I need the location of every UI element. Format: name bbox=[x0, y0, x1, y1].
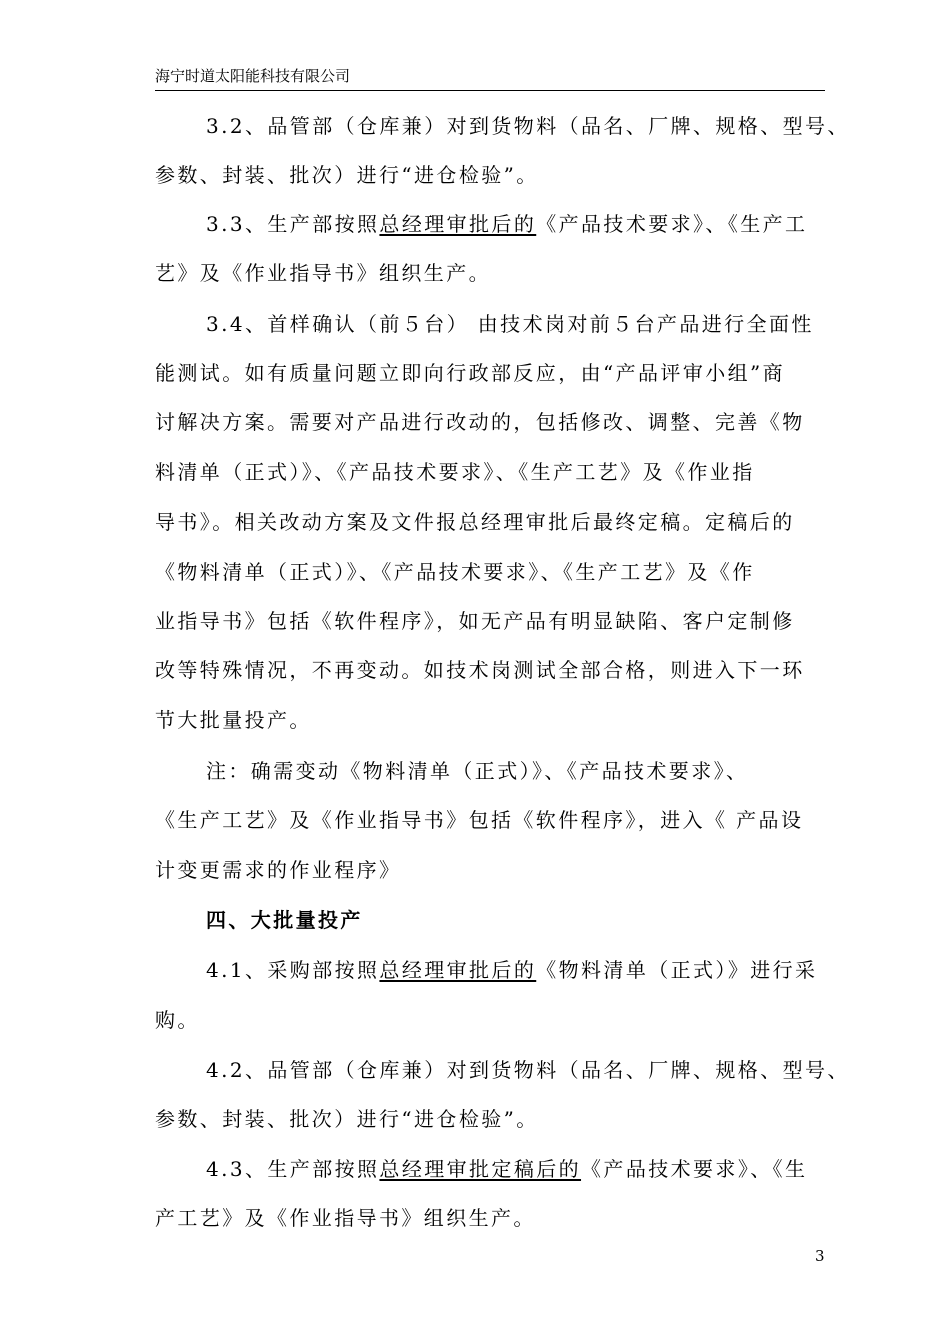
paragraph-line: 3.3、生产部按照总经理审批后的《产品技术要求》、《生产工 bbox=[206, 212, 808, 236]
paragraph-line: 产工艺》及《作业指导书》组织生产。 bbox=[155, 1206, 536, 1230]
paragraph-line: 4.2、品管部（仓库兼）对到货物料（品名、厂牌、规格、型号、 bbox=[206, 1058, 850, 1082]
underlined-text: 总经理审批后的 bbox=[379, 958, 537, 982]
note-line: 《生产工艺》及《作业指导书》包括《软件程序》，进入《 产品设 bbox=[155, 808, 804, 832]
company-name: 海宁时道太阳能科技有限公司 bbox=[155, 67, 351, 85]
paragraph-line: 《物料清单（正式）》、《产品技术要求》、《生产工艺》及《作 bbox=[155, 560, 755, 584]
page-number: 3 bbox=[815, 1247, 825, 1265]
paragraph-line: 3.2、品管部（仓库兼）对到货物料（品名、厂牌、规格、型号、 bbox=[206, 114, 850, 138]
paragraph-line: 参数、封装、批次）进行“进仓检验”。 bbox=[155, 1107, 539, 1131]
paragraph-line: 料清单（正式）》、《产品技术要求》、《生产工艺》及《作业指 bbox=[155, 460, 755, 484]
paragraph-line: 3.4、首样确认（前５台） 由技术岗对前５台产品进行全面性 bbox=[206, 312, 814, 336]
paragraph-line: 艺》及《作业指导书》组织生产。 bbox=[155, 261, 491, 285]
paragraph-line: 参数、封装、批次）进行“进仓检验”。 bbox=[155, 163, 539, 187]
paragraph-line: 节大批量投产。 bbox=[155, 708, 312, 732]
page-header bbox=[155, 66, 825, 91]
section-heading: 四、大批量投产 bbox=[206, 908, 363, 932]
paragraph-line: 讨解决方案。需要对产品进行改动的，包括修改、调整、完善《物 bbox=[155, 410, 805, 434]
paragraph-line: 4.1、采购部按照总经理审批后的《物料清单（正式）》进行采 bbox=[206, 958, 818, 982]
paragraph-line: 业指导书》包括《软件程序》，如无产品有明显缺陷、客户定制修 bbox=[155, 609, 795, 633]
note-line: 计变更需求的作业程序》 bbox=[155, 858, 402, 882]
underlined-text: 总经理审批定稿后的 bbox=[379, 1157, 582, 1181]
paragraph-line: 4.3、生产部按照总经理审批定稿后的《产品技术要求》、《生 bbox=[206, 1157, 808, 1181]
paragraph-line: 购。 bbox=[155, 1008, 200, 1032]
note-line: 注：确需变动《物料清单（正式）》、《产品技术要求》、 bbox=[206, 759, 749, 783]
underlined-text: 总经理审批后的 bbox=[379, 212, 537, 236]
paragraph-line: 能测试。如有质量问题立即向行政部反应，由“产品评审小组”商 bbox=[155, 361, 786, 385]
paragraph-line: 导书》。相关改动方案及文件报总经理审批后最终定稿。定稿后的 bbox=[155, 510, 795, 534]
paragraph-line: 改等特殊情况，不再变动。如技术岗测试全部合格，则进入下一环 bbox=[155, 658, 805, 682]
